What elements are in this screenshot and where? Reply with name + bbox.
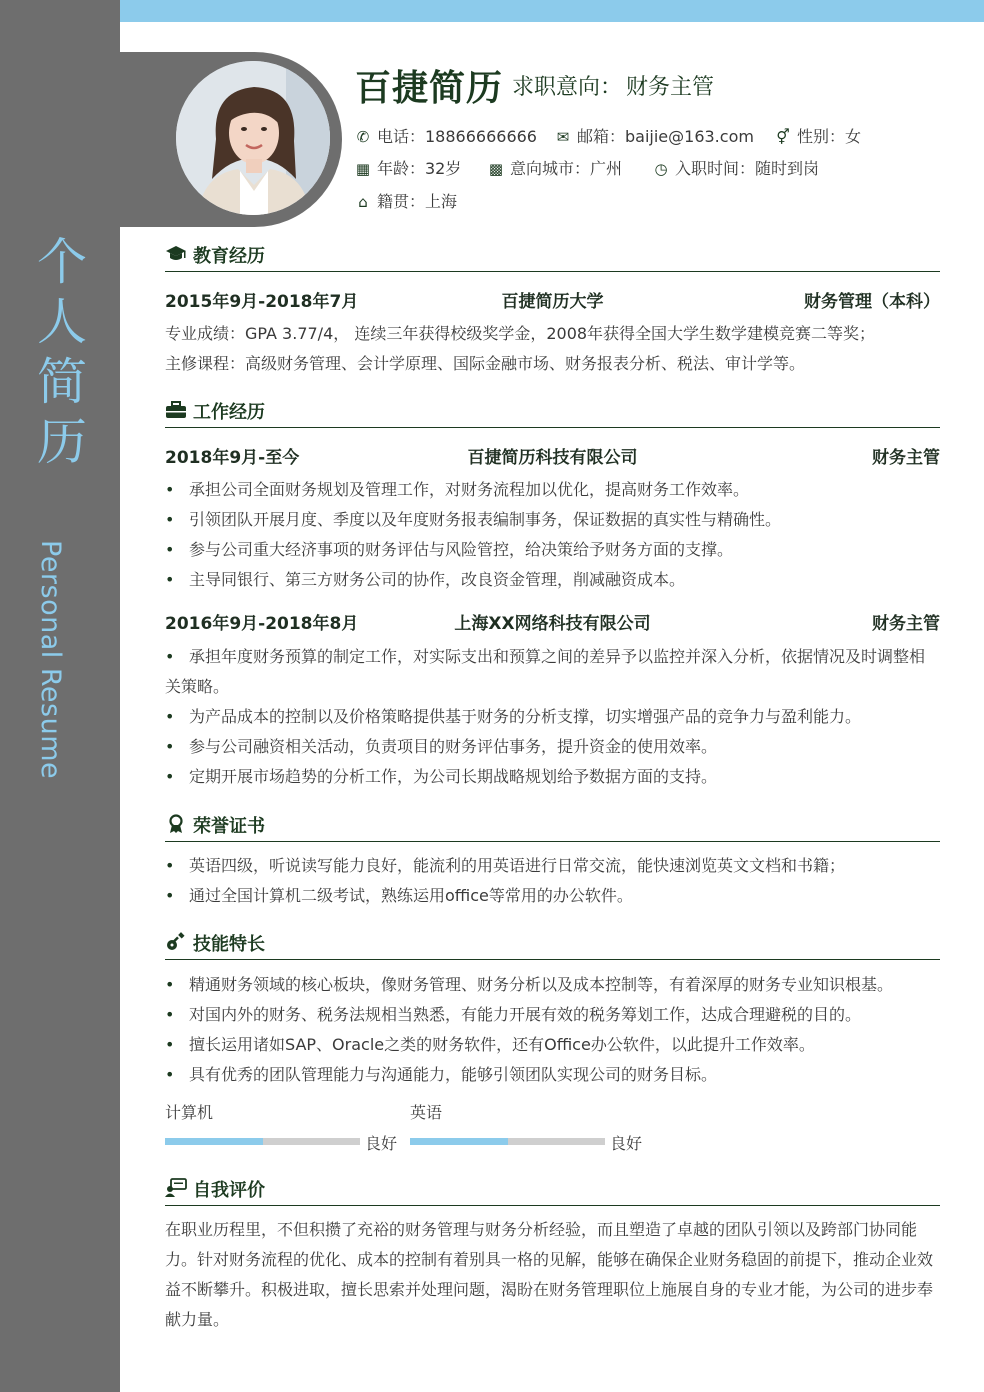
honors-section-header (165, 812, 940, 842)
graduation-cap-icon (165, 244, 187, 264)
skill-level-name: 英语 (410, 1103, 443, 1122)
skill-level-name: 计算机 (165, 1103, 214, 1122)
job-position: 财务主管 (872, 448, 940, 468)
contact-start (652, 156, 819, 179)
sidebar-title-char: 人 (37, 293, 87, 351)
sidebar-title-char: 历 (37, 413, 87, 471)
job-duties (165, 475, 940, 595)
gender-icon: ⚥ (776, 128, 790, 146)
contact-city-text: 意向城市：广州 (510, 159, 623, 178)
skill-level-bar (165, 1138, 360, 1145)
work-section-title: 工作经历 (193, 402, 265, 423)
skills-list (165, 970, 940, 1090)
candidate-name: 百捷简历 (355, 68, 504, 109)
education-school: 百捷简历大学 (501, 292, 604, 312)
job-intent (512, 70, 714, 101)
education-section-title: 教育经历 (193, 246, 265, 267)
honors-list (165, 851, 940, 911)
skill-level-fill (410, 1138, 508, 1145)
contact-gender (774, 124, 861, 147)
briefcase-icon (165, 400, 187, 420)
job-company: 上海XX网络科技有限公司 (454, 614, 651, 634)
honors-section-title: 荣誉证书 (193, 816, 265, 837)
job-duty: • 定期开展市场趋势的分析工作，为公司长期战略规划给予数据方面的支持。 (165, 762, 940, 792)
skill-level-bar (410, 1138, 605, 1145)
job-intent-value: 财务主管 (626, 75, 715, 100)
education-details (165, 319, 940, 379)
skills-section-header (165, 930, 940, 960)
education-row (165, 287, 940, 311)
contact-start-text: 入职时间：随时到岗 (675, 159, 820, 178)
contact-age-text: 年龄：32岁 (377, 159, 462, 178)
contact-age (354, 156, 461, 179)
skills-section-title: 技能特长 (193, 934, 265, 955)
skill-item: • 擅长运用诸如SAP、Oracle之类的财务软件，还有Office办公软件，以此提升工作效率。 (165, 1030, 940, 1060)
guitar-icon (165, 932, 187, 952)
clock-icon: ◷ (654, 160, 668, 178)
job-position: 财务主管 (872, 614, 940, 634)
skill-level-label: 良好 (610, 1134, 643, 1153)
calendar-icon: ▦ (355, 160, 371, 178)
work-section-header (165, 398, 940, 428)
skill-item: • 具有优秀的团队管理能力与沟通能力，能够引领团队实现公司的财务目标。 (165, 1060, 940, 1090)
skill-item: • 精通财务领域的核心板块，像财务管理、财务分析以及成本控制等，有着深厚的财务专业知识根基。 (165, 970, 940, 1000)
job-intent-label: 求职意向： (512, 75, 623, 100)
sidebar-title-char: 个 (37, 233, 87, 291)
contact-hometown-text: 籍贯：上海 (377, 192, 458, 211)
skill-item: • 对国内外的财务、税务法规相当熟悉，有能力开展有效的税务筹划工作，达成合理避税的目的。 (165, 1000, 940, 1030)
top-accent-band (0, 0, 984, 22)
avatar (176, 61, 330, 215)
job-duties (165, 642, 940, 792)
phone-icon: ✆ (356, 128, 370, 146)
contact-phone-text: 电话：18866666666 (377, 127, 537, 146)
sidebar-subtitle: Personal Resume (35, 540, 66, 780)
honor-item: • 通过全国计算机二级考试，熟练运用office等常用的办公软件。 (165, 881, 940, 911)
self-eval-text: 在职业历程里，不但积攒了充裕的财务管理与财务分析经验，而且塑造了卓越的团队引领以及跨部门协同能力。针对财务流程的优化、成本的控制有着别具一格的见解，能够在确保企业财务稳固的前提下，推动企业效益不断攀升。积极进取，擅长思索并处理问题，渴盼在财务管理职位上施展自身的专业才能，为公司的进步奉献力量。 (165, 1220, 934, 1329)
job-row (165, 443, 940, 467)
job-row (165, 609, 940, 633)
contact-email[interactable] (554, 124, 754, 147)
envelope-icon: ✉ (556, 128, 570, 146)
job-duty: • 参与公司重大经济事项的财务评估与风险管控，给决策给予财务方面的支撑。 (165, 535, 940, 565)
chat-person-icon (165, 1178, 187, 1198)
education-period: 2015年9月-2018年7月 (165, 292, 359, 312)
sidebar-title-char: 简 (37, 353, 87, 411)
contact-phone (354, 124, 537, 147)
self-eval-section-title: 自我评价 (193, 1180, 265, 1201)
honor-item: • 英语四级，听说读写能力良好，能流利的用英语进行日常交流，能快速浏览英文文档和书籍； (165, 851, 940, 881)
job-period: 2016年9月-2018年8月 (165, 614, 359, 634)
avatar-portrait (176, 61, 330, 215)
job-duty: • 参与公司融资相关活动，负责项目的财务评估事务，提升资金的使用效率。 (165, 732, 940, 762)
job-duty: • 承担年度财务预算的制定工作，对实际支出和预算之间的差异予以监控并深入分析，依据情况及时调整相关策略。 (165, 642, 940, 702)
skill-level-fill (165, 1138, 263, 1145)
education-major: 财务管理（本科） (804, 292, 940, 312)
self-eval-section-header (165, 1176, 940, 1206)
contact-city (487, 156, 622, 179)
sidebar-title (34, 232, 90, 472)
education-line: 专业成绩：GPA 3.77/4， 连续三年获得校级奖学金，2008年获得全国大学生数学建模竞赛二等奖； (165, 324, 876, 343)
contact-hometown (354, 189, 457, 212)
job-duty: • 为产品成本的控制以及价格策略提供基于财务的分析支撑，切实增强产品的竞争力与盈利能力。 (165, 702, 940, 732)
contact-email-text[interactable]: 邮箱：baijie@163.com (577, 127, 754, 146)
education-line: 主修课程：高级财务管理、会计学原理、国际金融市场、财务报表分析、税法、审计学等。 (165, 354, 806, 373)
job-duty: • 主导同银行、第三方财务公司的协作，改良资金管理，削减融资成本。 (165, 565, 940, 595)
job-company: 百捷简历科技有限公司 (467, 448, 638, 468)
home-icon: ⌂ (358, 193, 368, 211)
city-icon: ▩ (488, 160, 504, 178)
job-duty: • 承担公司全面财务规划及管理工作，对财务流程加以优化，提高财务工作效率。 (165, 475, 940, 505)
award-icon (165, 814, 187, 834)
education-section-header (165, 242, 940, 272)
skill-level-label: 良好 (365, 1134, 398, 1153)
job-duty: • 引领团队开展月度、季度以及年度财务报表编制事务，保证数据的真实性与精确性。 (165, 505, 940, 535)
contact-gender-text: 性别：女 (797, 127, 862, 146)
job-period: 2018年9月-至今 (165, 448, 300, 468)
